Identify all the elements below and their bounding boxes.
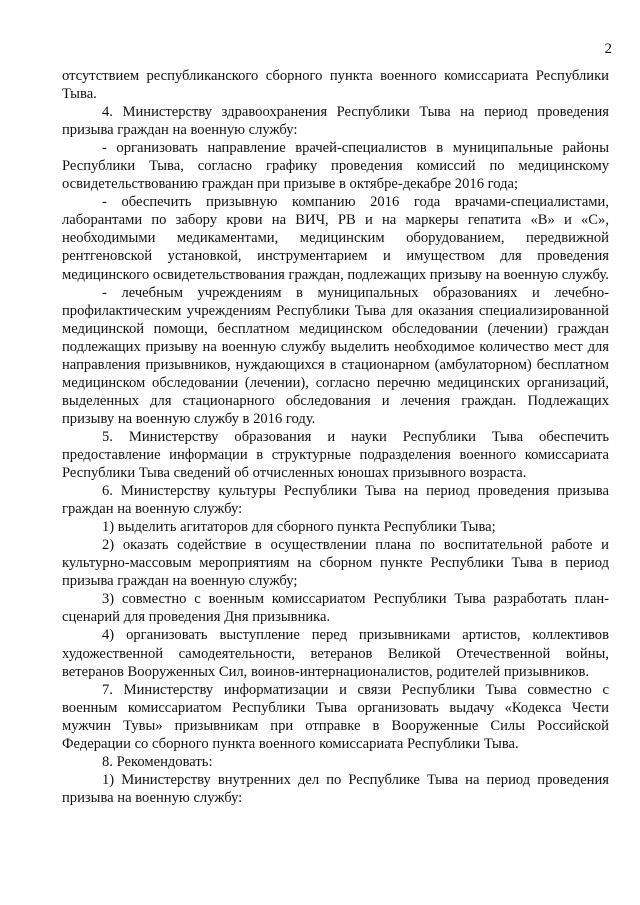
document-body xyxy=(62,67,609,807)
page-number: 2 xyxy=(604,41,612,57)
paragraph-item-4-hospitals: - лечебным учреждениям в муниципальных образованиях и лечебно-профилактическим учреждениям Республики Тыва для оказания специализированной медицинской помощи, бесплатном медицинском обследовании (лечении) граждан подлежащих призыву на военную службу выделить необходимое количество мест для направления призывников, нуждающихся в стационарном (амбулаторном) бесплатном медицинском обследовании (лечении), согласно перечню медицинских организаций, выделенных для стационарного обследования и лечения граждан. Подлежащих призыву на военную службу в 2016 году. xyxy=(62,284,609,427)
paragraph-item-4: 4. Министерству здравоохранения Республики Тыва на период проведения призыва граждан на военную службу: xyxy=(62,104,609,139)
paragraph-item-8-1: 1) Министерству внутренних дел по Республике Тыва на период проведения призыва на военную службу: xyxy=(62,771,609,806)
paragraph-continuation: отсутствием республиканского сборного пункта военного комиссариата Республики Тыва. xyxy=(62,68,609,103)
paragraph-item-4-equipment: - обеспечить призывную компанию 2016 года врачами-специалистами, лаборантами по забору крови на ВИЧ, РВ и на маркеры гепатита «В» и «С», необходимыми медикаментами, медицинским оборудованием, передвижной рентгеновской установкой, инструментарием и имуществом для проведения медицинского освидетельствования граждан, подлежащих призыву на военную службу. xyxy=(62,194,609,283)
paragraph-item-5: 5. Министерству образования и науки Республики Тыва обеспечить предоставление информации в структурные подразделения военного комиссариата Республики Тыва сведений об отчисленных юношах призывного возраста. xyxy=(62,428,609,482)
paragraph-item-7: 7. Министерству информатизации и связи Республики Тыва совместно с военным комиссариатом Республики Тыва организовать выдачу «Кодекса Чести мужчин Тувы» призывникам при отправке в Вооруженные Силы Российской Федерации со сборного пункта военного комиссариата Республики Тыва. xyxy=(62,681,609,752)
paragraph-item-4-doctors: - организовать направление врачей-специалистов в муниципальные районы Республики Тыва, согласно графику проведения комиссий по медицинскому освидетельствованию граждан при призыве в октябре-декабре 2016 года; xyxy=(62,140,609,193)
paragraph-item-6-2: 2) оказать содействие в осуществлении плана по воспитательной работе и культурно-массовым мероприятиям на сборном пункте Республики Тыва в период призыва граждан на военную службу; xyxy=(62,537,609,590)
paragraph-item-8: 8. Рекомендовать: xyxy=(102,753,213,770)
paragraph-item-6-4: 4) организовать выступление перед призывниками артистов, коллективов художественной самодеятельности, ветеранов Великой Отечественной войны, ветеранов Вооруженных Сил, воинов-интернационалистов, родителей призывников. xyxy=(62,627,609,680)
paragraph-item-6-3: 3) совместно с военным комиссариатом Республики Тыва разработать план-сценарий для проведения Дня призывника. xyxy=(62,591,609,626)
paragraph-item-6: 6. Министерству культуры Республики Тыва на период проведения призыва граждан на военную службу: xyxy=(62,483,609,518)
paragraph-item-6-1: 1) выделить агитаторов для сборного пункта Республики Тыва; xyxy=(102,519,496,536)
